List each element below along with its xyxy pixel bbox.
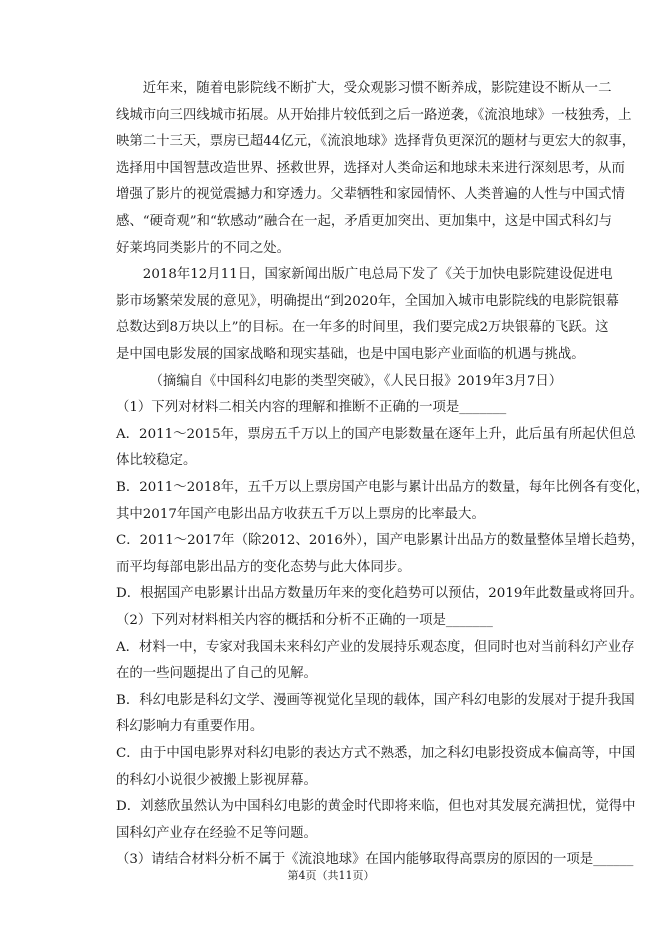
text-line: 影市场繁荣发展的意见》，明确提出“到2020年，全国加入城市电影院线的电影院银幕 [116, 293, 619, 309]
text-line: 的科幻小说很少被搬上影视屏幕。 [116, 772, 317, 788]
text-line: （3）请结合材料分析不属于《流浪地球》在国内能够取得高票房的原因的一项是______ [116, 852, 634, 868]
text-line: A．材料一中，专家对我国未来科幻产业的发展持乐观态度，但同时也对当前科幻产业存 [116, 639, 635, 655]
text-line: 其中2017年国产电影出品方收获五千万以上票房的比率最大。 [116, 506, 485, 522]
text-line: （2）下列对材料相关内容的概括和分析不正确的一项是_______ [116, 613, 493, 628]
text-line: 2018年12月11日，国家新闻出版广电总局下发了《关于加快电影院建设促进电 [142, 267, 613, 283]
text-line: 体比较稳定。 [116, 453, 197, 469]
text-line: 增强了影片的视觉震撼力和穿透力。父辈牺牲和家园情怀、人类普遍的人性与中国式情 [116, 187, 625, 203]
text-line: B．科幻电影是科幻文学、漫画等视觉化呈现的载体，国产科幻电影的发展对于提升我国 [116, 692, 635, 708]
text-line: 在的一些问题提出了自己的见解。 [116, 666, 317, 682]
text-line: 国科幻产业存在经验不足等问题。 [116, 825, 317, 841]
text-line: C．由于中国电影界对科幻电影的表达方式不熟悉，加之科幻电影投资成本偏高等，中国 [116, 746, 636, 761]
text-line: D．根据国产电影累计出品方数量历年来的变化趋势可以预估，2019年此数量或将回升。 [116, 586, 643, 602]
text-line: 总数达到8万块以上”的目标。在一年多的时间里，我们要完成2万块银幕的飞跃。这 [116, 320, 609, 336]
text-line: （1）下列对材料二相关内容的理解和推断不正确的一项是_______ [116, 400, 507, 416]
text-line: 感、“硬奇观”和“软感动”融合在一起，矛盾更加突出、更加集中，这是中国式科幻与 [116, 214, 613, 229]
page-footer: 第4页（共11页） [287, 869, 375, 883]
text-line: 科幻影响力有重要作用。 [116, 719, 264, 735]
text-line: 线城市向三四线城市拓展。从开始排片较低到之后一路逆袭，《流浪地球》一枝独秀，上 [116, 107, 632, 123]
text-line: 近年来，随着电影院线不断扩大，受众观影习惯不断养成，影院建设不断从一二 [142, 81, 612, 96]
text-line: D．刘慈欣虽然认为中国科幻电影的黄金时代即将来临，但也对其发展充满担忧，觉得中 [116, 799, 636, 815]
text-line: 是中国电影发展的国家战略和现实基础，也是中国电影产业面临的机遇与挑战。 [116, 347, 585, 362]
text-line: 而平均每部电影出品方的变化态势与此大体同步。 [116, 559, 411, 575]
text-line: C．2011～2017年（除2012、2016外），国产电影累计出品方的数量整体呈增长趋势， [116, 533, 645, 549]
text-line: 好莱坞同类影片的不同之处。 [116, 240, 291, 256]
text-line: （摘编自《中国科幻电影的类型突破》，《人民日报》2019年3月7日） [149, 373, 563, 389]
text-line: B．2011～2018年，五千万以上票房国产电影与累计出品方的数量，每年比例各有变化， [116, 480, 650, 495]
text-line: 映第二十三天，票房已超44亿元，《流浪地球》选择背负更深沉的题材与更宏大的叙事， [116, 134, 636, 150]
text-line: A．2011～2015年，票房五千万以上的国产电影数量在逐年上升，此后虽有所起伏但总 [116, 426, 636, 442]
text-line: 选择用中国智慧改造世界、拯救世界，选择对人类命运和地球未来进行深刻思考，从而 [116, 160, 625, 176]
